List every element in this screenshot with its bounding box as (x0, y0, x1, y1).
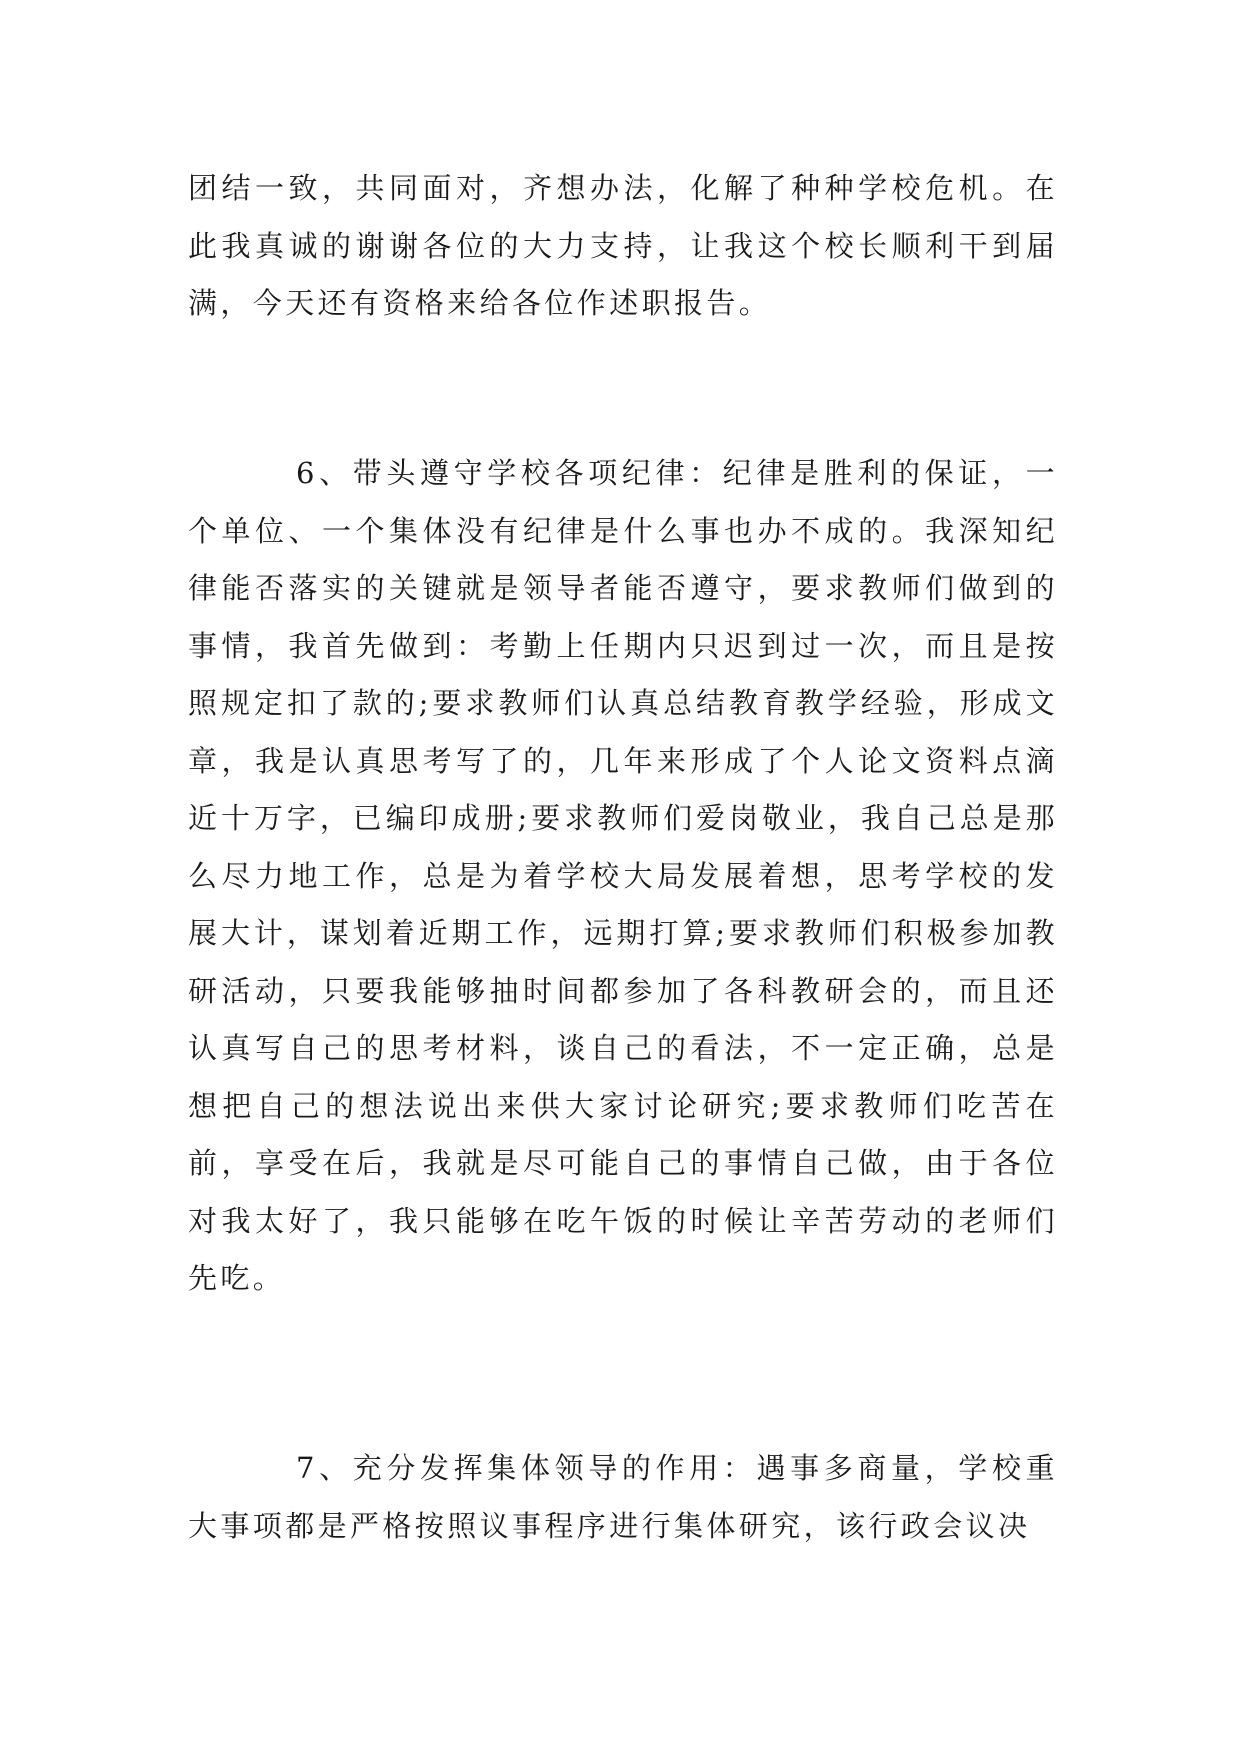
paragraph-continuation: 团结一致，共同面对，齐想办法，化解了种种学校危机。在此我真诚的谢谢各位的大力支持，让我这个校长顺利干到届满，今天还有资格来给各位作述职报告。 (188, 171, 1058, 320)
paragraph-item-7: 7、充分发挥集体领导的作用：遇事多商量，学校重大事项都是严格按照议事程序进行集体研究，该行政会议决 (188, 1451, 1058, 1543)
paragraph-item-6: 6、带头遵守学校各项纪律：纪律是胜利的保证，一个单位、一个集体没有纪律是什么事也办不成的。我深知纪律能否落实的关键就是领导者能否遵守，要求教师们做到的事情，我首先做到：考勤上任期内只迟到过一次，而且是按照规定扣了款的;要求教师们认真总结教育教学经验，形成文章，我是认真思考写了的，几年来形成了个人论文资料点滴近十万字，已编印成册;要求教师们爱岗敬业，我自己总是那么尽力地工作，总是为着学校大局发展着想，思考学校的发展大计，谋划着近期工作，远期打算;要求教师们积极参加教研活动，只要我能够抽时间都参加了各科教研会的，而且还认真写自己的思考材料，谈自己的看法，不一定正确，总是想把自己的想法说出来供大家讨论研究;要求教师们吃苦在前，享受在后，我就是尽可能自己的事情自己做，由于各位对我太好了，我只能够在吃午饭的时候让辛苦劳动的老师们先吃。 (188, 456, 1058, 1295)
